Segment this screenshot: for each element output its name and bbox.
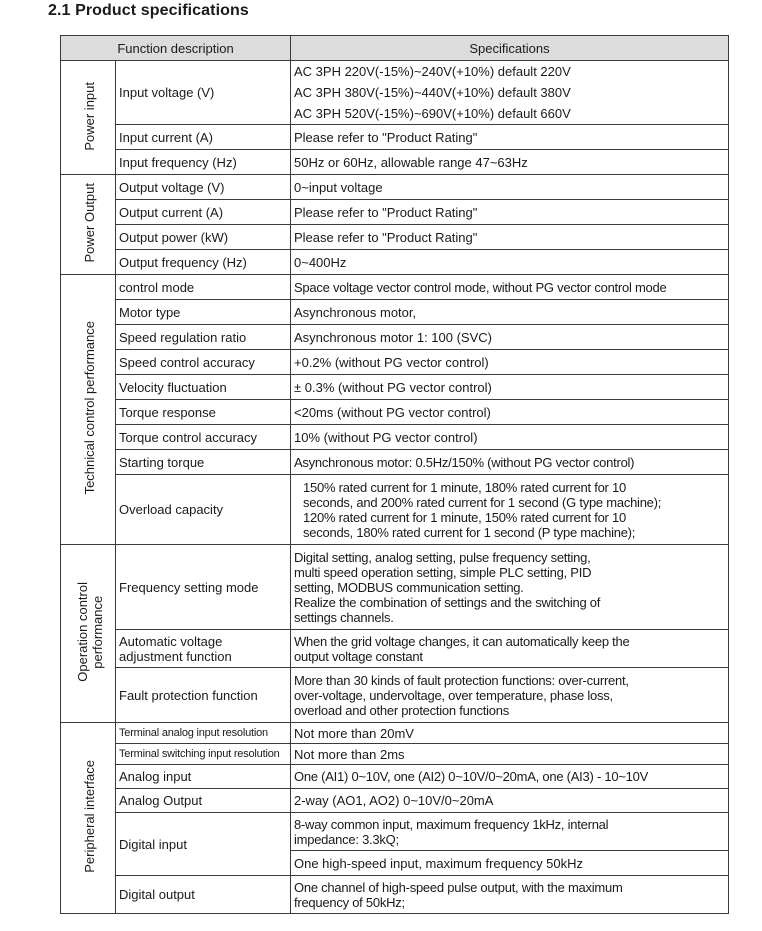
label-switching-resolution: Terminal switching input resolution [116,744,291,765]
value-line: AC 3PH 380V(-15%)~440V(+10%) default 380V [294,85,571,100]
value-line: AC 3PH 520V(-15%)~690V(+10%) default 660V [294,106,571,121]
label-motor-type: Motor type [116,300,291,325]
table-row [61,789,729,813]
category-label [75,582,105,682]
table-row [61,545,729,630]
value-starting-torque: Asynchronous motor: 0.5Hz/150% (without PG vector control) [291,450,729,475]
table-row [61,400,729,425]
category-operation-control [61,545,116,723]
table-row [61,630,729,668]
table-row [61,765,729,789]
label-control-mode: control mode [116,275,291,300]
table-row [61,876,729,914]
table-row [61,375,729,400]
category-technical-control [61,275,116,545]
value-line: Digital setting, analog setting, pulse frequency setting, [294,549,591,565]
header-specifications: Specifications [291,36,729,61]
value-overload-capacity [291,475,729,545]
value-line: 150% rated current for 1 minute, 180% rated current for 10 [303,479,626,495]
value-torque-response: <20ms (without PG vector control) [291,400,729,425]
table-row [61,125,729,150]
value-line: 8-way common input, maximum frequency 1kHz, internal [294,816,609,832]
label-analog-output: Analog Output [116,789,291,813]
product-spec-table [60,35,729,914]
table-row [61,425,729,450]
category-label: Power input [82,81,97,151]
value-line: over-voltage, undervoltage, over temperature, phase loss, [294,687,613,703]
value-line: setting, MODBUS communication setting. [294,579,524,595]
category-label: Peripheral interface [82,760,97,873]
table-row [61,325,729,350]
label-input-voltage: Input voltage (V) [116,61,291,125]
table-row [61,200,729,225]
label-velocity-fluctuation: Velocity fluctuation [116,375,291,400]
label-line: adjustment function [119,648,232,664]
category-label: Technical control performance [82,321,97,495]
category-label: Power Output [82,183,97,263]
value-speed-ratio: Asynchronous motor 1: 100 (SVC) [291,325,729,350]
label-analog-input: Analog input [116,765,291,789]
table-row [61,813,729,851]
value-line: One channel of high-speed pulse output, with the maximum [294,879,623,895]
value-speed-accuracy: +0.2% (without PG vector control) [291,350,729,375]
value-analog-resolution: Not more than 20mV [291,723,729,744]
category-power-output [61,175,116,275]
table-row [61,61,729,125]
value-output-voltage: 0~input voltage [291,175,729,200]
label-output-power: Output power (kW) [116,225,291,250]
label-line: Automatic voltage [119,633,223,649]
table-row [61,175,729,200]
page-title: 2.1 Product specifications [48,2,249,19]
label-output-voltage: Output voltage (V) [116,175,291,200]
category-power-input [61,61,116,175]
category-label-line: Operation control [74,582,90,682]
label-starting-torque: Starting torque [116,450,291,475]
value-output-frequency: 0~400Hz [291,250,729,275]
value-input-frequency: 50Hz or 60Hz, allowable range 47~63Hz [291,150,729,175]
table-row [61,150,729,175]
header-function-description: Function description [61,36,291,61]
label-avr [116,630,291,668]
value-line: seconds, 180% rated current for 1 second (P type machine); [303,524,636,540]
value-line: 120% rated current for 1 minute, 150% rated current for 10 [303,509,626,525]
value-velocity-fluctuation: ± 0.3% (without PG vector control) [291,375,729,400]
table-row [61,668,729,723]
category-peripheral-interface [61,723,116,914]
value-line: frequency of 50kHz; [294,894,405,910]
value-torque-accuracy: 10% (without PG vector control) [291,425,729,450]
value-input-current: Please refer to "Product Rating" [291,125,729,150]
value-line: seconds, and 200% rated current for 1 second (G type machine); [303,494,662,510]
table-row [61,450,729,475]
value-line: overload and other protection functions [294,702,510,718]
label-digital-input: Digital input [116,813,291,876]
value-frequency-setting [291,545,729,630]
label-overload-capacity: Overload capacity [116,475,291,545]
label-output-frequency: Output frequency (Hz) [116,250,291,275]
value-motor-type: Asynchronous motor, [291,300,729,325]
table-row [61,475,729,545]
value-line: output voltage constant [294,648,423,664]
label-fault-protection: Fault protection function [116,668,291,723]
value-line: AC 3PH 220V(-15%)~240V(+10%) default 220V [294,64,571,79]
label-input-frequency: Input frequency (Hz) [116,150,291,175]
label-analog-resolution: Terminal analog input resolution [116,723,291,744]
label-speed-ratio: Speed regulation ratio [116,325,291,350]
value-fault-protection [291,668,729,723]
label-digital-output: Digital output [116,876,291,914]
label-frequency-setting: Frequency setting mode [116,545,291,630]
value-output-power: Please refer to "Product Rating" [291,225,729,250]
table-row [61,225,729,250]
label-torque-accuracy: Torque control accuracy [116,425,291,450]
table-row [61,275,729,300]
table-row [61,300,729,325]
value-avr [291,630,729,668]
value-line: When the grid voltage changes, it can automatically keep the [294,633,630,649]
label-input-current: Input current (A) [116,125,291,150]
value-switching-resolution: Not more than 2ms [291,744,729,765]
label-output-current: Output current (A) [116,200,291,225]
value-input-voltage [291,61,729,125]
value-line: Realize the combination of settings and the switching of [294,594,601,610]
table-header-row [61,36,729,61]
value-analog-input: One (AI1) 0~10V, one (AI2) 0~10V/0~20mA, one (AI3) - 10~10V [291,765,729,789]
value-line: multi speed operation setting, simple PLC setting, PID [294,564,592,580]
label-torque-response: Torque response [116,400,291,425]
value-line: impedance: 3.3kQ; [294,831,399,847]
label-speed-accuracy: Speed control accuracy [116,350,291,375]
value-control-mode: Space voltage vector control mode, without PG vector control mode [291,275,729,300]
value-output-current: Please refer to "Product Rating" [291,200,729,225]
value-line: More than 30 kinds of fault protection functions: over-current, [294,672,629,688]
table-row [61,350,729,375]
value-analog-output: 2-way (AO1, AO2) 0~10V/0~20mA [291,789,729,813]
value-digital-input-high-speed: One high-speed input, maximum frequency 50kHz [291,851,729,876]
value-digital-output [291,876,729,914]
value-digital-input [291,813,729,851]
category-label-line: performance [89,595,105,669]
table-row [61,744,729,765]
table-row [61,250,729,275]
table-row [61,723,729,744]
value-line: settings channels. [294,609,394,625]
